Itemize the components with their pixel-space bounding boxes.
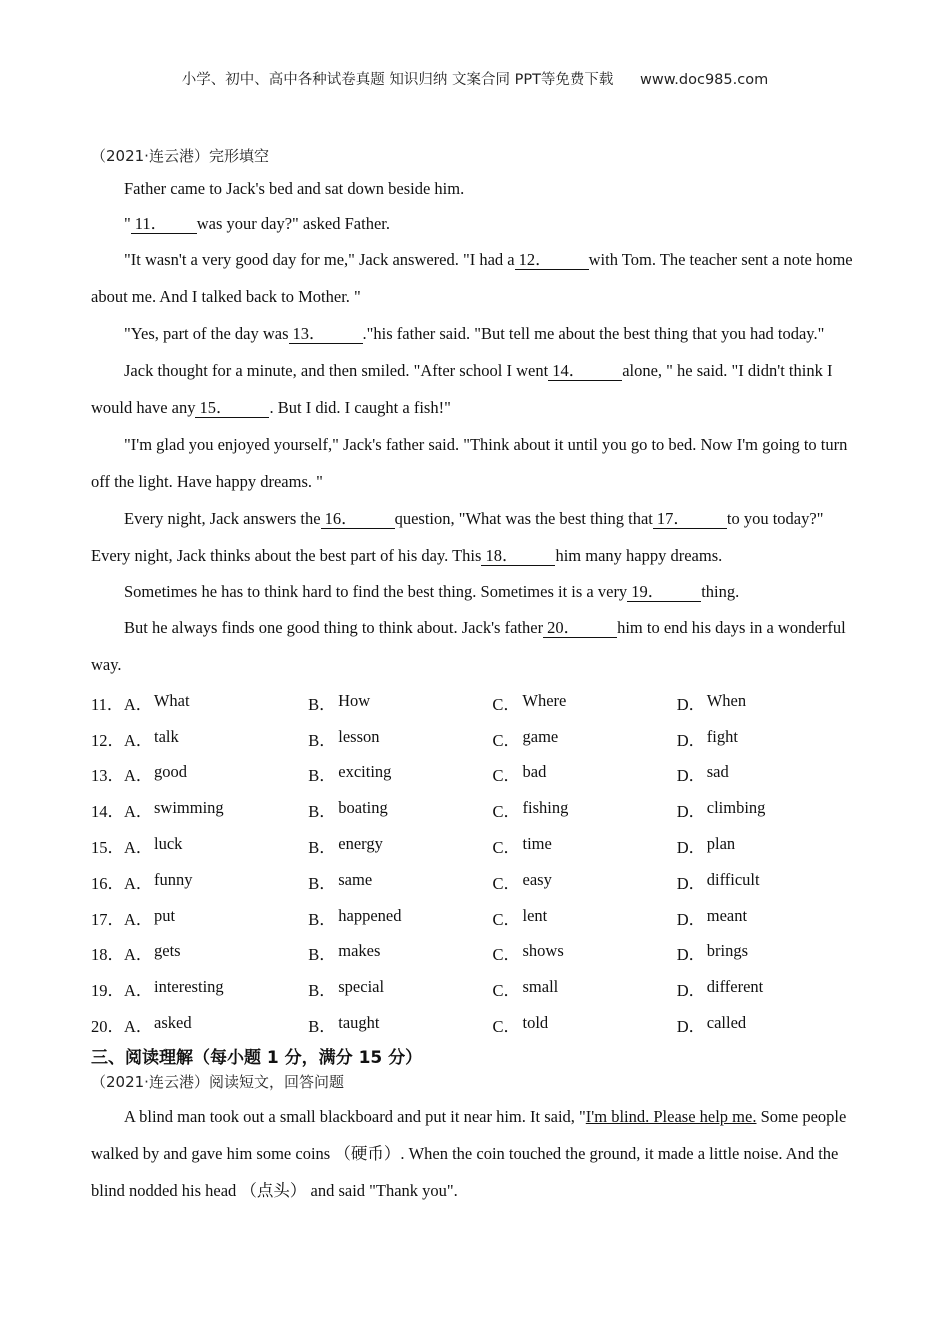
option-b[interactable] (308, 977, 492, 1001)
text: . But I did. I caught a fish!" (269, 398, 451, 417)
text: him to end his days in a wonderful way. (91, 618, 846, 674)
text: with Tom. The teacher sent a note home about me. And I talked back to Mother. " (91, 250, 853, 306)
question-18-options (91, 936, 861, 972)
option-b[interactable] (308, 798, 492, 822)
blank-13: 13． (289, 325, 363, 344)
option-letter: A． (124, 730, 153, 750)
cloze-paragraph-7 (91, 500, 861, 574)
option-c[interactable] (493, 798, 677, 822)
option-b[interactable] (308, 1013, 492, 1037)
text: " (124, 214, 131, 233)
option-letter: B． (308, 766, 336, 786)
option-a[interactable] (124, 977, 308, 1001)
option-letter: A． (124, 838, 153, 858)
option-c[interactable] (493, 977, 677, 1001)
option-text: brings (706, 941, 748, 961)
option-c[interactable] (493, 834, 677, 858)
text: Sometimes he has to think hard to find the best thing. Sometimes it is a very (124, 582, 628, 601)
option-d[interactable] (677, 906, 861, 930)
option-a[interactable] (124, 906, 308, 930)
option-b[interactable] (308, 762, 492, 786)
question-13-options (91, 757, 861, 793)
question-12-options (91, 721, 861, 757)
option-a[interactable] (124, 870, 308, 894)
question-11-options (91, 685, 861, 721)
document-body (91, 141, 861, 1209)
blank-14: 14． (548, 362, 622, 381)
option-text: fishing (522, 798, 569, 818)
text: "It wasn't a very good day for me," Jack answered. "I had a (124, 250, 515, 269)
cloze-paragraph-9 (91, 609, 861, 683)
cloze-paragraph-5 (91, 352, 861, 426)
header-site-link[interactable]: www.doc985.com (640, 72, 769, 88)
option-text: swimming (154, 798, 224, 818)
option-letter: D． (676, 981, 706, 1001)
option-d[interactable] (677, 1013, 861, 1037)
question-number: 12． (91, 730, 124, 750)
option-letter: B． (308, 945, 336, 965)
header-text: 小学、初中、高中各种试卷真题 知识归纳 文案合同 PPT等免费下载 (181, 72, 614, 88)
blank-11: 11． (131, 215, 197, 234)
blank-16: 16． (321, 510, 395, 529)
option-letter: B． (308, 802, 336, 822)
option-letter: A． (124, 981, 153, 1001)
option-letter: D． (676, 838, 706, 858)
question-number: 14． (91, 802, 124, 822)
option-b[interactable] (308, 870, 492, 894)
text: him many happy dreams. (555, 546, 723, 565)
option-letter: B． (308, 1017, 336, 1037)
text: Every night, Jack answers the (124, 509, 321, 528)
cloze-paragraph-1: Father came to Jack's bed and sat down beside him. (124, 179, 465, 198)
blank-19: 19． (627, 583, 701, 602)
option-letter: A． (124, 909, 153, 929)
option-letter: D． (676, 873, 706, 893)
option-b[interactable] (308, 941, 492, 965)
option-text: makes (338, 941, 381, 961)
option-text: plan (706, 834, 736, 854)
option-text: interesting (154, 977, 224, 997)
option-letter: A． (124, 766, 153, 786)
option-text: Where (522, 690, 567, 710)
option-c[interactable] (493, 906, 677, 930)
option-text: meant (706, 905, 748, 925)
options-list (91, 685, 861, 1043)
page-header (0, 68, 950, 89)
option-d[interactable] (677, 762, 861, 786)
option-text: gets (154, 941, 181, 961)
question-number: 20． (91, 1017, 124, 1037)
question-number: 19． (91, 981, 124, 1001)
text: "Yes, part of the day was (124, 324, 289, 343)
option-letter: B． (308, 730, 336, 750)
option-text: fight (706, 726, 738, 746)
option-letter: D． (676, 802, 706, 822)
blank-17: 17． (653, 510, 727, 529)
option-text: talk (154, 726, 179, 746)
question-19-options (91, 971, 861, 1007)
option-letter: D． (676, 694, 706, 714)
option-text: energy (338, 834, 383, 854)
option-a[interactable] (124, 798, 308, 822)
text: Jack thought for a minute, and then smiled. "After school I went (124, 361, 549, 380)
option-text: good (154, 762, 187, 782)
text: ."his father said. "But tell me about the best thing that you had today." (362, 324, 825, 343)
option-letter: A． (124, 945, 153, 965)
cloze-source: （2021·连云港）完形填空 (91, 147, 269, 165)
question-number: 13． (91, 766, 124, 786)
question-number: 15． (91, 838, 124, 858)
option-text: climbing (706, 798, 766, 818)
text: to you today?" Every night, Jack thinks about the best part of his day. This (91, 509, 824, 565)
option-d[interactable] (677, 691, 861, 715)
text: alone, " he said. "I didn't think I would have any (91, 361, 833, 417)
blank-15: 15． (195, 399, 269, 418)
text: question, "What was the best thing that (394, 509, 653, 528)
underlined-sign-text: I'm blind. Please help me. (585, 1106, 757, 1126)
option-letter: D． (676, 730, 706, 750)
option-text: exciting (338, 762, 392, 782)
option-text: bad (522, 762, 547, 782)
option-letter: C． (492, 766, 521, 786)
option-letter: C． (492, 730, 521, 750)
option-d[interactable] (677, 727, 861, 751)
option-c[interactable] (493, 1013, 677, 1037)
option-d[interactable] (677, 798, 861, 822)
text: was your day?" asked Father. (196, 214, 390, 233)
option-b[interactable] (308, 727, 492, 751)
option-d[interactable] (677, 834, 861, 858)
option-text: happened (338, 905, 402, 925)
option-b[interactable] (308, 691, 492, 715)
cloze-paragraph-2 (91, 206, 861, 241)
option-letter: C． (492, 1017, 521, 1037)
option-text: special (338, 977, 385, 997)
option-text: boating (338, 798, 388, 818)
option-c[interactable] (492, 691, 676, 715)
option-letter: B． (308, 981, 336, 1001)
option-text: How (338, 690, 371, 710)
blank-18: 18． (481, 547, 555, 566)
option-c[interactable] (493, 870, 677, 894)
option-text: shows (522, 941, 564, 961)
option-letter: A． (124, 873, 153, 893)
option-letter: C． (492, 838, 521, 858)
option-b[interactable] (308, 906, 492, 930)
option-a[interactable] (124, 727, 308, 751)
option-text: small (522, 977, 559, 997)
option-text: What (153, 690, 190, 710)
option-c[interactable] (493, 727, 677, 751)
text: Some people walked by and gave him some coins （硬币）. When the coin touched the ground, it made a little noise. And the blind nodded his head （点头） and said "Thank you". (91, 1106, 847, 1200)
option-a[interactable] (124, 941, 308, 965)
question-15-options (91, 828, 861, 864)
question-16-options (91, 864, 861, 900)
option-text: difficult (706, 869, 760, 889)
cloze-paragraph-8 (91, 574, 861, 609)
option-letter: B． (308, 909, 336, 929)
option-letter: C． (492, 909, 521, 929)
option-text: When (706, 690, 747, 710)
option-text: lent (522, 905, 548, 925)
option-a[interactable] (124, 834, 308, 858)
option-text: put (154, 905, 176, 925)
option-letter: B． (308, 838, 336, 858)
option-letter: A． (124, 802, 153, 822)
option-letter: A． (123, 694, 153, 714)
option-letter: B． (308, 694, 336, 714)
option-letter: C． (492, 873, 521, 893)
option-text: easy (522, 869, 552, 889)
option-text: told (522, 1013, 549, 1033)
option-text: game (522, 726, 559, 746)
question-20-options (91, 1007, 861, 1043)
option-c[interactable] (493, 762, 677, 786)
option-a[interactable] (124, 691, 308, 715)
question-17-options (91, 900, 861, 936)
option-text: asked (154, 1013, 192, 1033)
option-b[interactable] (308, 834, 492, 858)
option-d[interactable] (677, 870, 861, 894)
reading-paragraph-1 (91, 1098, 861, 1209)
option-letter: C． (492, 945, 521, 965)
text: thing. (701, 582, 740, 601)
cloze-paragraph-4 (91, 315, 861, 352)
section-3-title: 三、阅读理解（每小题 1 分，满分 15 分） (91, 1047, 423, 1068)
question-number: 17． (91, 909, 124, 929)
option-letter: C． (492, 694, 520, 714)
question-number: 16． (91, 873, 124, 893)
option-text: taught (338, 1013, 380, 1033)
text: A blind man took out a small blackboard and put it near him. It said, " (124, 1106, 586, 1126)
option-text: funny (154, 869, 193, 889)
cloze-paragraph-3 (91, 241, 861, 315)
question-number: 11． (91, 694, 124, 714)
option-letter: C． (492, 981, 521, 1001)
option-text: called (706, 1013, 747, 1033)
option-text: same (338, 869, 373, 889)
option-d[interactable] (677, 941, 861, 965)
text: But he always finds one good thing to think about. Jack's father (124, 618, 544, 637)
option-a[interactable] (124, 1013, 308, 1037)
option-letter: D． (676, 945, 706, 965)
option-a[interactable] (124, 762, 308, 786)
blank-12: 12． (515, 251, 589, 270)
option-text: different (706, 977, 764, 997)
option-letter: C． (492, 802, 521, 822)
option-c[interactable] (493, 941, 677, 965)
cloze-paragraph-6: "I'm glad you enjoyed yourself," Jack's father said. "Think about it until you go to bed. Now I'm going to turn off the light. Have happy dreams. " (91, 435, 848, 491)
option-text: lesson (338, 726, 380, 746)
option-letter: D． (676, 766, 706, 786)
option-text: sad (706, 762, 729, 782)
option-d[interactable] (677, 977, 861, 1001)
option-text: time (522, 834, 552, 854)
reading-source: （2021·连云港）阅读短文，回答问题 (91, 1072, 344, 1091)
question-number: 18． (91, 945, 124, 965)
option-text: luck (154, 834, 183, 854)
option-letter: D． (676, 909, 706, 929)
question-14-options (91, 792, 861, 828)
option-letter: A． (124, 1017, 153, 1037)
option-letter: D． (676, 1017, 706, 1037)
blank-20: 20． (543, 619, 617, 638)
option-letter: B． (308, 873, 336, 893)
